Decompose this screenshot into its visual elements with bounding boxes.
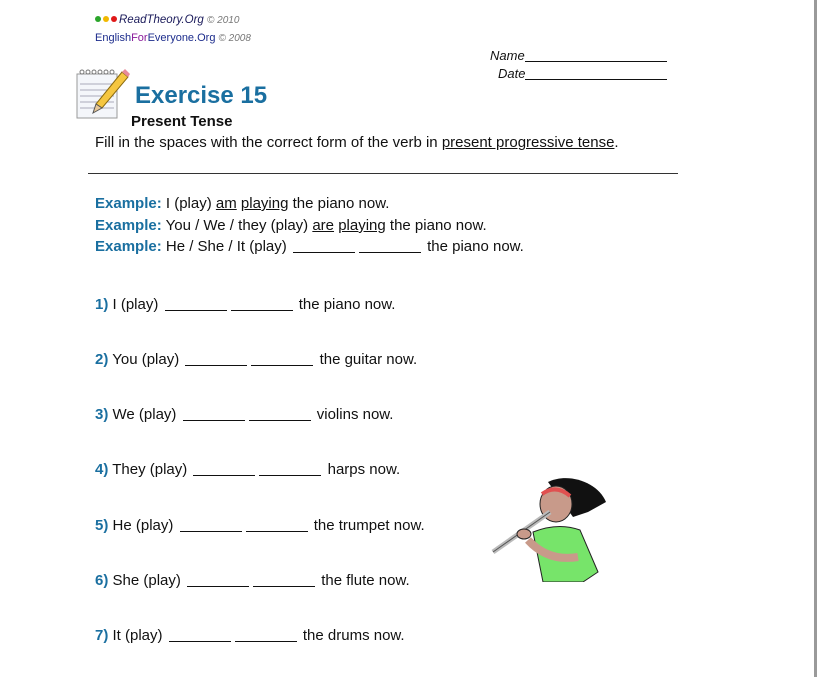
green-dot-icon (95, 16, 101, 22)
example-3 (95, 238, 524, 255)
question-number: 1) (95, 296, 109, 313)
example-answer: are (312, 217, 335, 234)
answer-blank[interactable] (165, 296, 227, 311)
example-label: Example: (95, 238, 162, 255)
question-1 (95, 296, 395, 313)
answer-blank[interactable] (253, 572, 315, 587)
answer-blank[interactable] (235, 627, 297, 642)
answer-blank[interactable] (293, 238, 355, 253)
copyright: © 2008 (218, 33, 251, 44)
question-number: 5) (95, 517, 109, 534)
question-rest: the guitar now. (315, 351, 418, 368)
question-rest: the flute now. (317, 572, 410, 589)
question-rest: harps now. (323, 461, 401, 478)
example-answer: playing (240, 195, 289, 212)
question-4 (95, 461, 400, 478)
answer-blank[interactable] (359, 238, 421, 253)
answer-blank[interactable] (231, 296, 293, 311)
girl-playing-flute-illustration (488, 472, 610, 582)
red-dot-icon (111, 16, 117, 22)
instructions-term: present progressive tense (441, 134, 615, 151)
answer-blank[interactable] (169, 627, 231, 642)
date-label: Date (498, 66, 526, 81)
divider (88, 173, 678, 174)
question-2 (95, 351, 417, 368)
question-number: 2) (95, 351, 109, 368)
question-subject: She (play) (108, 572, 181, 589)
question-subject: You (play) (108, 351, 180, 368)
instructions-text: . (614, 134, 619, 151)
example-label: Example: (95, 217, 162, 234)
question-7 (95, 627, 405, 644)
copyright: © 2010 (207, 15, 240, 26)
example-rest: the piano now. (422, 238, 524, 255)
answer-blank[interactable] (249, 406, 311, 421)
answer-blank[interactable] (193, 461, 255, 476)
notepad-pencil-icon (74, 66, 132, 122)
question-number: 4) (95, 461, 109, 478)
logo-part: For (131, 32, 148, 44)
question-subject: They (play) (108, 461, 188, 478)
answer-blank[interactable] (185, 351, 247, 366)
name-field (490, 48, 667, 63)
example-1 (95, 195, 389, 212)
answer-blank[interactable] (259, 461, 321, 476)
example-2 (95, 217, 487, 234)
example-answer: am (215, 195, 237, 212)
example-label: Example: (95, 195, 162, 212)
instructions (95, 134, 619, 151)
question-3 (95, 406, 393, 423)
question-subject: We (play) (108, 406, 177, 423)
englishforeveryone-logo (95, 32, 251, 44)
readtheory-logo (95, 14, 239, 26)
question-rest: violins now. (312, 406, 394, 423)
question-subject: It (play) (108, 627, 163, 644)
answer-blank[interactable] (251, 351, 313, 366)
question-5 (95, 517, 425, 534)
example-rest: the piano now. (385, 217, 487, 234)
question-number: 7) (95, 627, 109, 644)
answer-blank[interactable] (183, 406, 245, 421)
yellow-dot-icon (103, 16, 109, 22)
question-rest: the drums now. (298, 627, 405, 644)
question-6 (95, 572, 410, 589)
example-subject: He / She / It (play) (161, 238, 291, 255)
question-number: 3) (95, 406, 109, 423)
question-rest: the trumpet now. (309, 517, 425, 534)
example-answer: playing (338, 217, 386, 234)
question-subject: He (play) (108, 517, 174, 534)
subtitle: Present Tense (131, 113, 233, 130)
question-subject: I (play) (108, 296, 159, 313)
date-field (498, 66, 667, 81)
answer-blank[interactable] (187, 572, 249, 587)
answer-blank[interactable] (246, 517, 308, 532)
logo-part: English (95, 32, 132, 44)
answer-blank[interactable] (180, 517, 242, 532)
example-subject: You / We / they (play) (161, 217, 313, 234)
page-title: Exercise 15 (135, 82, 268, 109)
name-label: Name (490, 48, 525, 63)
example-rest: the piano now. (288, 195, 390, 212)
logo-part: Everyone.Org (147, 32, 216, 44)
question-rest: the piano now. (294, 296, 396, 313)
logo-text: ReadTheory.Org (119, 14, 204, 26)
example-subject: I (play) (161, 195, 216, 212)
instructions-text: Fill in the spaces with the correct form of the verb in (95, 134, 442, 151)
question-number: 6) (95, 572, 109, 589)
